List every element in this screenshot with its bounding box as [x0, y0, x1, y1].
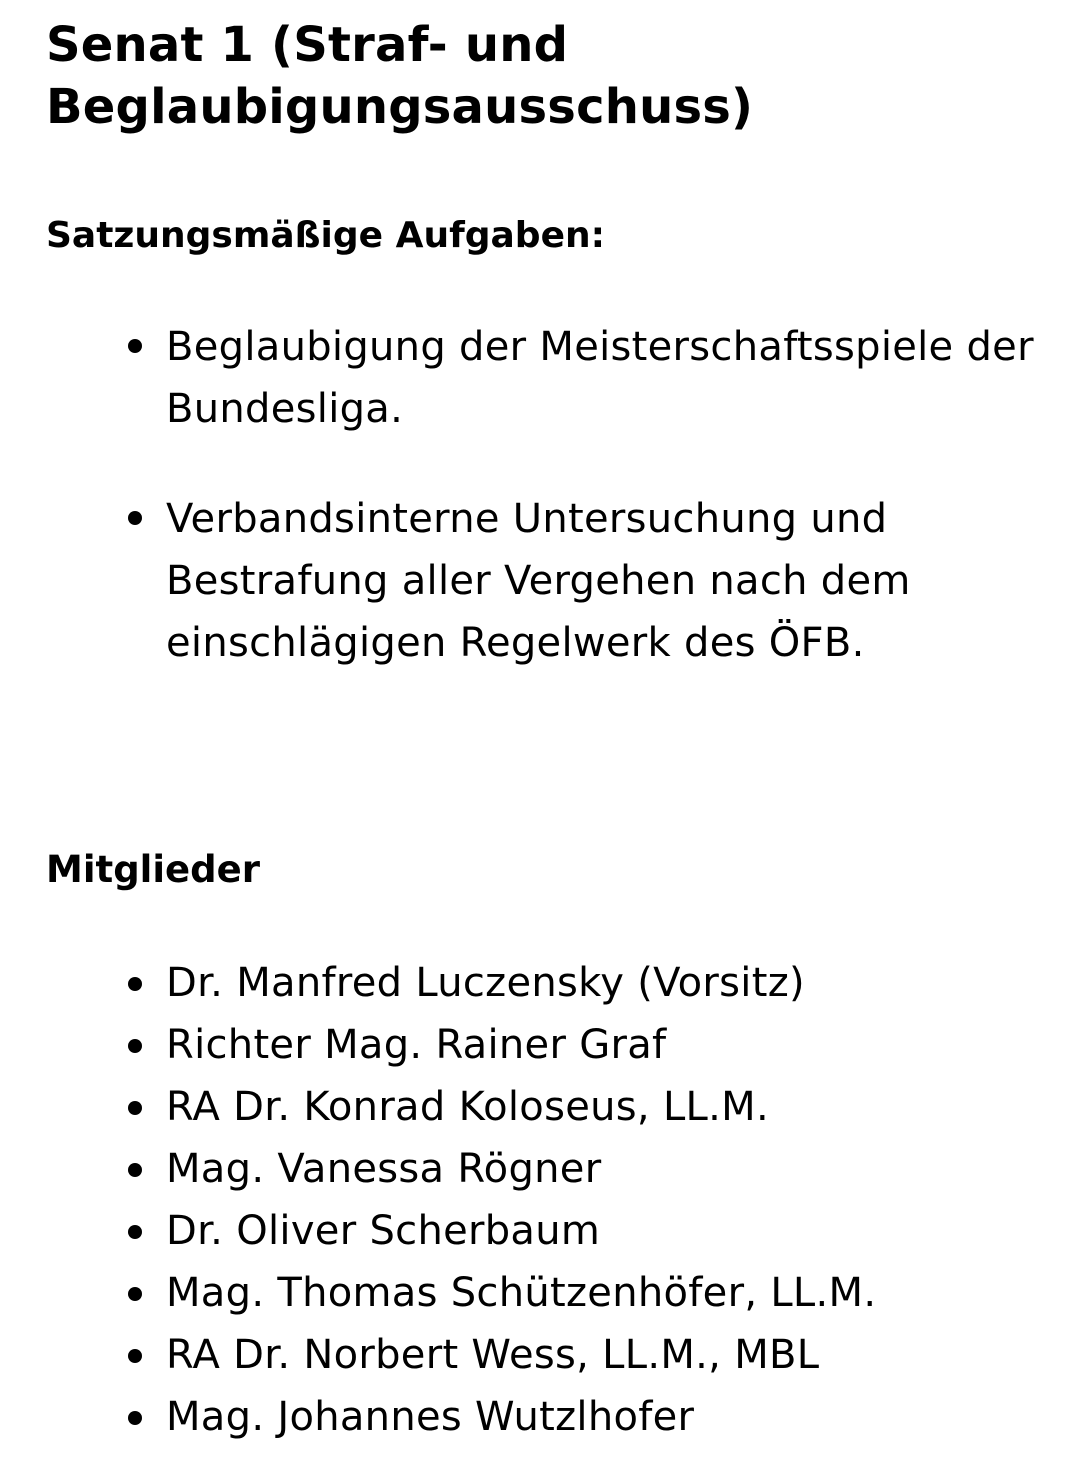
task-item: [0, 316, 1046, 440]
bullet-icon: [128, 339, 142, 353]
member-name: Richter Mag. Rainer Graf: [166, 1022, 667, 1068]
member-name: Mag. Johannes Wutzlhofer: [166, 1394, 695, 1440]
bullet-icon: [128, 1287, 142, 1301]
member-name: RA Dr. Norbert Wess, LL.M., MBL: [166, 1332, 820, 1378]
task-item-text: Beglaubigung der Meisterschaftsspiele der Bundesliga.: [166, 324, 1034, 432]
member-name: Mag. Thomas Schützenhöfer, LL.M.: [166, 1270, 877, 1316]
member-name: Mag. Vanessa Rögner: [166, 1146, 602, 1192]
members-heading: Mitglieder: [46, 848, 260, 891]
task-item-text: Verbandsinterne Untersuchung und Bestrafung aller Vergehen nach dem einschlägigen Regelwerk des ÖFB.: [166, 496, 911, 666]
member-item: [0, 1262, 1060, 1324]
member-item: [0, 1200, 1060, 1262]
bullet-icon: [128, 1225, 142, 1239]
bullet-icon: [128, 1039, 142, 1053]
bullet-icon: [128, 1349, 142, 1363]
tasks-list: [0, 316, 1060, 722]
member-name: Dr. Manfred Luczensky (Vorsitz): [166, 960, 805, 1006]
member-name: RA Dr. Konrad Koloseus, LL.M.: [166, 1084, 769, 1130]
task-item: [0, 488, 1046, 674]
member-item: [0, 1324, 1060, 1386]
member-item: [0, 1138, 1060, 1200]
tasks-heading: Satzungsmäßige Aufgaben:: [46, 215, 606, 256]
member-item: [0, 1014, 1060, 1076]
bullet-icon: [128, 1101, 142, 1115]
member-item: [0, 1076, 1060, 1138]
bullet-icon: [128, 977, 142, 991]
bullet-icon: [128, 1411, 142, 1425]
bullet-icon: [128, 511, 142, 525]
member-name: Dr. Oliver Scherbaum: [166, 1208, 601, 1254]
member-item: [0, 952, 1060, 1014]
members-list: [0, 952, 1060, 1448]
member-item: [0, 1386, 1060, 1448]
bullet-icon: [128, 1163, 142, 1177]
page-title: Senat 1 (Straf- und Beglaubigungsausschuss): [46, 17, 754, 135]
